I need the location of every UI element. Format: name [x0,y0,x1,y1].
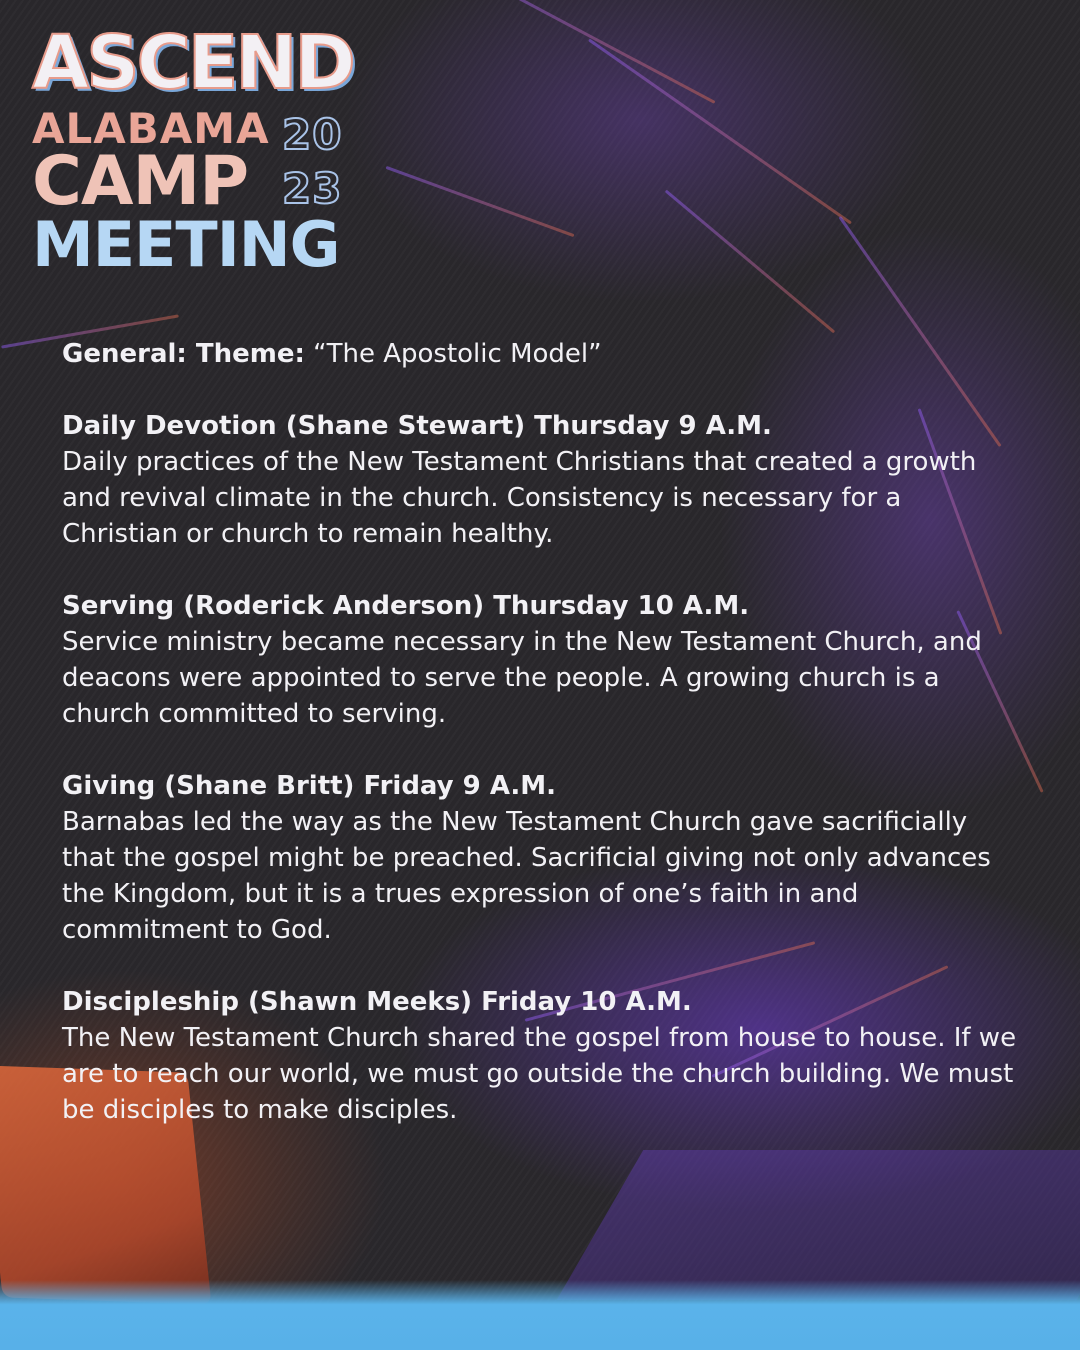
general-theme-label: General: Theme: [62,339,305,369]
session-heading: Daily Devotion (Shane Stewart) Thursday 9 A.M. [62,411,772,441]
session-block [62,588,1022,732]
session-heading: Serving (Roderick Anderson) Thursday 10 A.M. [62,591,750,621]
session-block [62,408,1022,552]
logo-alabama: ALABAMA [32,104,270,153]
session-description: Daily practices of the New Testament Christians that created a growth and revival climate in the church. Consistency is necessary for a Christian or church to remain healthy. [62,447,977,549]
stage-panel [557,1150,1080,1300]
session-block [62,768,1022,948]
logo-camp: CAMP [32,142,249,221]
stage-edge [0,1280,1080,1350]
session-description: The New Testament Church shared the gospel from house to house. If we are to reach our world, we must go outside the church building. We must be disciples to make disciples. [62,1023,1017,1125]
session-block [62,984,1022,1128]
logo-meeting: MEETING [32,208,340,281]
event-logo [32,20,377,281]
session-heading: Giving (Shane Britt) Friday 9 A.M. [62,771,557,801]
session-description: Service ministry became necessary in the New Testament Church, and deacons were appointed to serve the people. A growing church is a church committed to serving. [62,627,982,729]
schedule-content [62,336,1022,1128]
logo-year-top: 20 [282,110,343,159]
session-heading: Discipleship (Shawn Meeks) Friday 10 A.M. [62,987,692,1017]
session-description: Barnabas led the way as the New Testament Church gave sacrificially that the gospel might be preached. Sacrificial giving not only advances the Kingdom, but it is a trues expression of one’s faith in and commitment to God. [62,807,991,945]
general-theme-value: “The Apostolic Model” [313,339,602,369]
logo-year-bottom: 23 [282,164,343,213]
general-theme [62,336,1022,372]
logo-ascend: ASCEND [32,20,353,106]
